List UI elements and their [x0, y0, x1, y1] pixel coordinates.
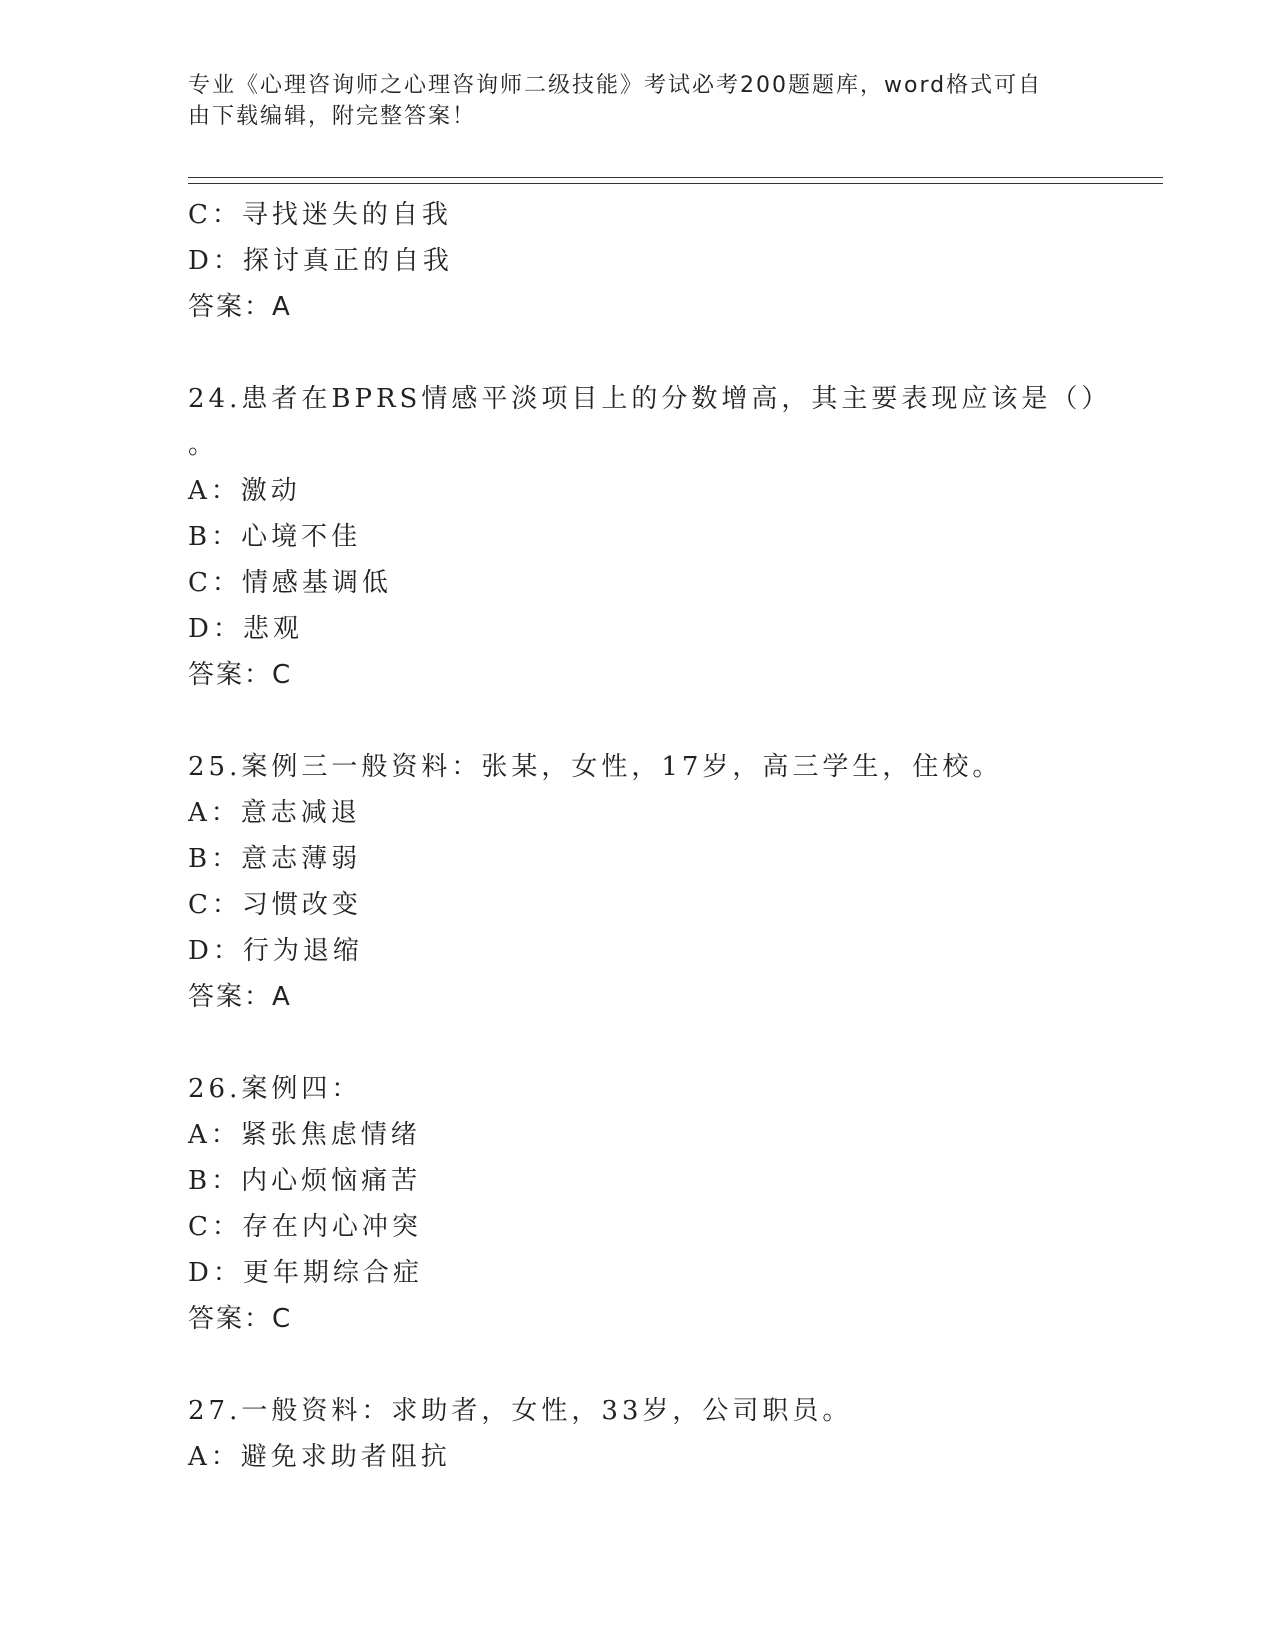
option-d: D：探讨真正的自我 [188, 246, 453, 276]
option-c: C：情感基调低 [188, 568, 392, 598]
option-b: B：内心烦恼痛苦 [188, 1166, 422, 1196]
question-list [188, 192, 1163, 1480]
document-header [188, 70, 1068, 132]
question-text: 25.案例三一般资料：张某，女性，17岁，高三学生，住校。 [188, 752, 1003, 782]
option-c: C：存在内心冲突 [188, 1212, 422, 1242]
option-a: A：意志减退 [188, 798, 361, 828]
answer-line: 答案：A [188, 982, 292, 1012]
answer-line: 答案：A [188, 292, 292, 322]
header-line-1: 专业《心理咨询师之心理咨询师二级技能》考试必考200题题库，word格式可自 [188, 73, 1043, 98]
option-c: C：习惯改变 [188, 890, 362, 920]
question-block-27 [188, 1388, 1163, 1480]
question-block-25 [188, 744, 1163, 1020]
option-d: D：更年期综合症 [188, 1258, 423, 1288]
question-text: 27.一般资料：求助者，女性，33岁，公司职员。 [188, 1396, 853, 1426]
header-divider-bottom [188, 183, 1163, 184]
option-a: A：激动 [188, 476, 301, 506]
question-text: 26.案例四： [188, 1074, 362, 1104]
option-d: D：行为退缩 [188, 936, 363, 966]
option-b: B：心境不佳 [188, 522, 362, 552]
option-b: B：意志薄弱 [188, 844, 362, 874]
option-d: D：悲观 [188, 614, 303, 644]
question-block-26 [188, 1066, 1163, 1342]
option-c: C：寻找迷失的自我 [188, 200, 452, 230]
header-divider-top [188, 177, 1163, 178]
question-text-continuation: 。 [188, 430, 219, 460]
answer-line: 答案：C [188, 1304, 293, 1334]
option-a: A：紧张焦虑情绪 [188, 1120, 421, 1150]
option-a: A：避免求助者阻抗 [188, 1442, 451, 1472]
question-text: 24.患者在BPRS情感平淡项目上的分数增高，其主要表现应该是（） [188, 384, 1112, 414]
header-line-2: 由下载编辑，附完整答案！ [188, 104, 477, 129]
answer-line: 答案：C [188, 660, 293, 690]
question-block-23 [188, 192, 1163, 330]
question-block-24 [188, 376, 1163, 698]
